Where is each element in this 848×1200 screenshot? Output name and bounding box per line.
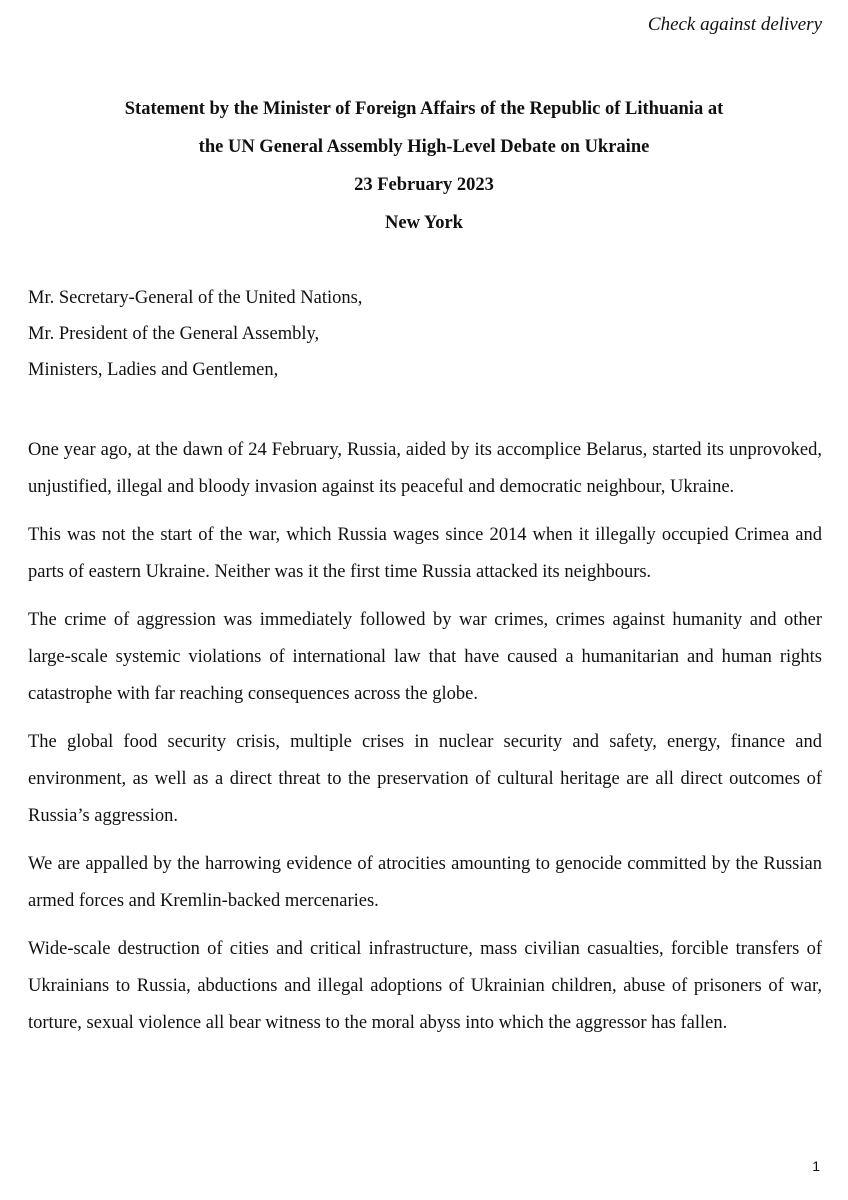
statement-body [28, 432, 822, 1053]
statement-title [0, 90, 848, 242]
salutation-line: Ministers, Ladies and Gentlemen, [28, 360, 279, 380]
title-line-2: the UN General Assembly High-Level Debate on Ukraine [198, 137, 650, 157]
page-number: 1 [812, 1158, 820, 1174]
title-date: 23 February 2023 [354, 175, 494, 195]
title-line-1: Statement by the Minister of Foreign Affairs of the Republic of Lithuania at [124, 99, 724, 119]
paragraph: This was not the start of the war, which Russia wages since 2014 when it illegally occupied Crimea and parts of eastern Ukraine. Neither was it the first time Russia attacked its neighbours. [28, 525, 822, 582]
paragraph: One year ago, at the dawn of 24 February, Russia, aided by its accomplice Belarus, started its unprovoked, unjustified, illegal and bloody invasion against its peaceful and democratic neighbour, Ukraine. [28, 440, 822, 497]
title-place: New York [385, 213, 463, 233]
paragraph: The crime of aggression was immediately followed by war crimes, crimes against humanity and other large-scale systemic violations of international law that have caused a humanitarian and human rights catastrophe with far reaching consequences across the globe. [28, 610, 822, 704]
delivery-note: Check against delivery [647, 14, 822, 35]
paragraph: The global food security crisis, multiple crises in nuclear security and safety, energy, finance and environment, as well as a direct threat to the preservation of cultural heritage are all direct outcomes of Russia’s aggression. [28, 732, 822, 826]
salutation-line: Mr. Secretary-General of the United Nations, [28, 288, 363, 308]
paragraph: We are appalled by the harrowing evidence of atrocities amounting to genocide committed by the Russian armed forces and Kremlin-backed mercenaries. [28, 854, 822, 911]
paragraph: Wide-scale destruction of cities and critical infrastructure, mass civilian casualties, forcible transfers of Ukrainians to Russia, abductions and illegal adoptions of Ukrainian children, abuse of prisoners of war, torture, sexual violence all bear witness to the moral abyss into which the aggressor has fallen. [28, 939, 822, 1033]
salutation-line: Mr. President of the General Assembly, [28, 324, 320, 344]
salutation [28, 280, 362, 388]
